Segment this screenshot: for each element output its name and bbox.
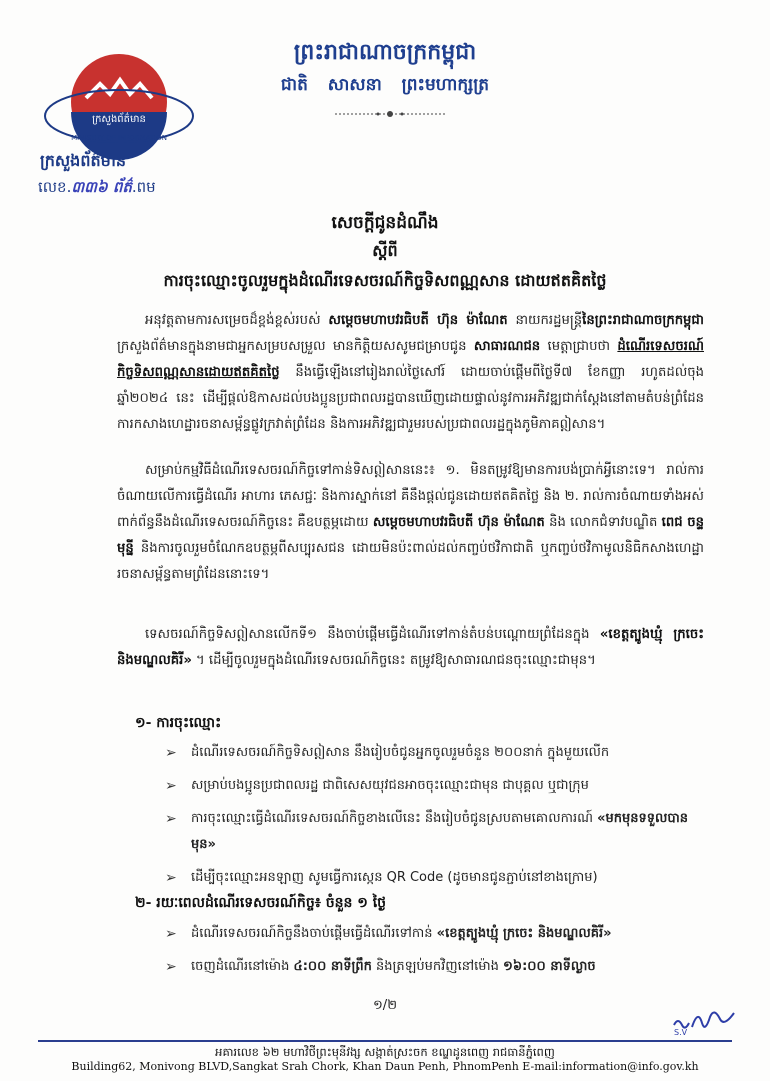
list-item: ➢ សម្រាប់បងប្អូនប្រជាពលរដ្ឋ ជាពិសេសយុវជនអាចចុះឈ្មោះជាមុន ជាបុគ្គល ឬជាក្រុម [165, 773, 705, 799]
arrow-bullet-icon: ➢ [165, 926, 177, 942]
footer-address-en: Building62, Monivong BLVD,Sangkat Srah Chork, Khan Daun Penh, PhnomPenh E-mail:information@info.gov.kh [71, 1060, 699, 1073]
kingdom-title: ព្រះរាជាណាចក្រកម្ពុជា [293, 39, 477, 65]
document-title: សេចក្ដីជូនដំណឹង [331, 213, 439, 233]
logo-caption-en: MINISTRY OF INFORMATION [71, 134, 167, 142]
list-item: ➢ ដំណើរទេសចរណ៍កិច្ចនឹងចាប់ផ្ដើមធ្វើដំណើរទៅកាន់ «ខេត្តត្បូងឃ្មុំ ក្រចេះ និងមណ្ឌលគិរី» [165, 921, 705, 947]
list-item: ➢ ដំណើរទេសចរណ៍កិច្ចទិសឦសាន នឹងរៀបចំជូនអ្នកចូលរួមចំនួន ២០០នាក់ ក្នុងមួយលើក [165, 740, 705, 766]
document-subject: ការចុះឈ្មោះចូលរួមក្នុងដំណើរទេសចរណ៍កិច្ចទិសពណ្ណសាន ដោយឥតគិតថ្លៃ [163, 271, 607, 290]
arrow-bullet-icon: ➢ [165, 745, 177, 761]
svg-text:S.V: S.V [674, 1028, 688, 1037]
paragraph-2: សម្រាប់កម្មវិធីដំណើរទេសចរណ៍កិច្ចទៅកាន់ទិសឦសាននេះ៖ ១. មិនតម្រូវឱ្យមានការបង់ប្រាក់អ្វីនោះទេ។ រាល់ការចំណាយលើការធ្វើដំណើរ អាហារ ភេសជ្ជៈ និងការស្នាក់នៅ គឺនឹងផ្ដល់ជូនដោយឥតគិតថ្លៃ និង ២. រាល់ការចំណាយទាំងអស់ ពាក់ព័ន្ធនឹងដំណើរទេសចរណ៍កិច្ចនេះ គឺឧបត្ថម្ភដោយ សម្ដេចមហាបវរធិបតី ហ៊ុន ម៉ាណែត និង លោកជំទាវបណ្ឌិត ពេជ ចន្ទមុន្នី និងការចូលរួមចំណែកឧបត្ថម្ភពីសប្បុរសជន ដោយមិនប៉ះពាល់ដល់កញ្ចប់ថវិកាជាតិ ឬកញ្ចប់ថវិកាមូលនិធិកសាងហេដ្ឋារចនាសម្ព័ន្ធតាមព្រំដែននោះទេ។ [117, 463, 704, 582]
kingdom-motto: ជាតិ សាសនា ព្រះមហាក្សត្រ [280, 75, 490, 95]
reference-number [38, 178, 156, 200]
title-subject-label: ស្ដីពី [372, 241, 398, 260]
ministry-logo [44, 50, 194, 160]
ref-suffix: .ពម [131, 178, 156, 196]
paragraph-1: អនុវត្តតាមការសម្រេចដ៏ខ្ពង់ខ្ពស់របស់ សម្ដេចមហាបវរធិបតី ហ៊ុន ម៉ាណែត នាយករដ្ឋមន្ត្រីនៃព្រះរាជាណាចក្រកម្ពុជា ក្រសួងព័ត៌មានក្នុងនាមជាអ្នកសម្របសម្រួល មានកិត្តិយសសូមជម្រាបជូន សាធារណជន មេត្តាជ្រាបថា ដំណើរទេសចរណ៍កិច្ចទិសពណ្ណសានដោយឥតគិតថ្លៃ នឹងធ្វើឡើងនៅរៀងរាល់ថ្ងៃសៅរ៍ ដោយចាប់ផ្ដើមពីថ្ងៃទី៧ ខែកញ្ញា រហូតដល់ចុងឆ្នាំ២០២៤ នេះ ដើម្បីផ្ដល់ឱកាសដល់បងប្អូនប្រជាពលរដ្ឋបានឃើញដោយផ្ទាល់នូវការអភិវឌ្ឍជាក់ស្ដែងនៅតាមតំបន់ព្រំដែន ការកសាងហេដ្ឋារចនាសម្ព័ន្ធផ្លូវក្រវាត់ព្រំដែន និងការអភិវឌ្ឍជារួមរបស់ប្រជាពលរដ្ឋក្នុងភូមិភាគឦសាន។ [117, 313, 704, 432]
page-number: ១/២ [372, 998, 398, 1013]
ministry-name: ក្រសួងព័ត៌មាន [40, 151, 127, 170]
arrow-bullet-icon: ➢ [165, 778, 177, 794]
initial-signature [668, 1005, 740, 1037]
footer-address-km: អគារលេខ ៦២ មហាវិថីព្រះមុនីវង្ស សង្កាត់ស្រះចក ខណ្ឌដូនពេញ រាជធានីភ្នំពេញ [215, 1045, 555, 1059]
list-item: ➢ ការចុះឈ្មោះធ្វើដំណើរទេសចរណ៍កិច្ចខាងលើនេះ នឹងរៀបចំជូនស្របតាមគោលការណ៍ «មកមុនទទួលបានមុន» [165, 806, 705, 858]
ref-prefix: លេខ. [38, 178, 72, 196]
list-item: ➢ ចេញដំណើរនៅម៉ោង ៤:០០ នាទីព្រឹក និងត្រឡប់មកវិញនៅម៉ោង ១៦:០០ នាទីល្ងាច [165, 954, 705, 980]
registration-list [165, 740, 705, 898]
duration-list [165, 921, 705, 987]
paragraph-3: ទេសចរណ៍កិច្ចទិសឦសានលើកទី១ នឹងចាប់ផ្ដើមធ្វើដំណើរទៅកាន់តំបន់បណ្ដោយព្រំដែនក្នុង «ខេត្តត្បូងឃ្មុំ ក្រចេះ និងមណ្ឌលគិរី» ។ ដើម្បីចូលរួមក្នុងដំណើរទេសចរណ៍កិច្ចនេះ តម្រូវឱ្យសាធារណជនចុះឈ្មោះជាមុន។ [117, 627, 704, 668]
list-item: ➢ ដើម្បីចុះឈ្មោះអនឡាញ សូមធ្វើការស្កេន QR Code (ដូចមានជូនភ្ជាប់នៅខាងក្រោម) [165, 865, 705, 891]
section-duration-heading: ២- រយៈពេលដំណើរទេសចរណ៍កិច្ច៖ ចំនួន ១ ថ្ងៃ [135, 895, 387, 911]
footer-divider [38, 1040, 732, 1042]
arrow-bullet-icon: ➢ [165, 959, 177, 975]
ornament-divider [330, 108, 450, 120]
logo-caption-km: ក្រសួងព័ត៌មាន [92, 114, 146, 125]
arrow-bullet-icon: ➢ [165, 870, 177, 886]
section-registration-heading: ១- ការចុះឈ្មោះ [135, 715, 222, 731]
arrow-bullet-icon: ➢ [165, 811, 177, 827]
ref-number: ៣៣៦ ព័ត៌ [71, 178, 132, 196]
